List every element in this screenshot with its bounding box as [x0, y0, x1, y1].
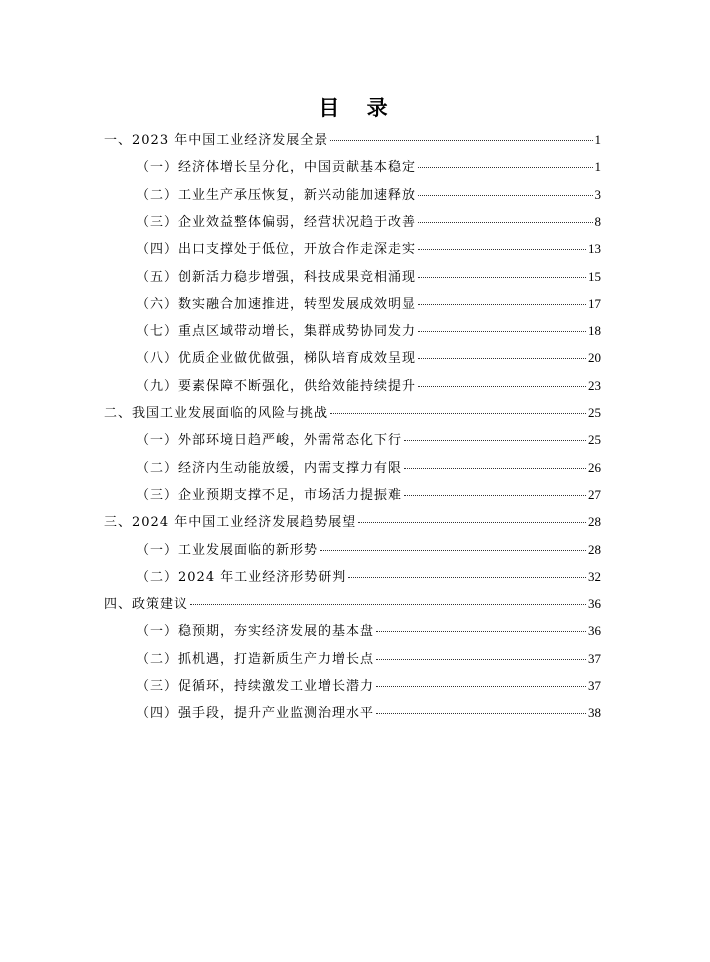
dot-leader: [404, 468, 586, 469]
toc-page-number: 27: [588, 486, 601, 502]
toc-page-number: 28: [588, 514, 601, 530]
dot-leader: [418, 277, 586, 278]
toc-page-number: 26: [588, 459, 601, 475]
toc-section-entry[interactable]: [104, 129, 601, 149]
toc-entry-text: （二）抓机遇，打造新质生产力增长点: [136, 651, 375, 667]
dot-leader: [418, 167, 592, 168]
toc-page-number: 38: [588, 705, 601, 721]
toc-subsection-entry[interactable]: [136, 266, 601, 286]
toc-page-number: 25: [588, 432, 601, 448]
toc-entry-text: （一）稳预期，夯实经济发展的基本盘: [136, 624, 375, 640]
toc-page-number: 37: [588, 678, 601, 693]
toc-entry-text: （五）创新活力稳步增强，科技成果竞相涌现: [136, 269, 417, 285]
dot-leader: [418, 195, 592, 196]
toc-entry-text: （三）企业效益整体偏弱，经营状况趋于改善: [136, 214, 417, 230]
toc-entry-text: （六）数实融合加速推进，转型发展成效明显: [136, 296, 417, 312]
toc-subsection-entry[interactable]: [136, 211, 601, 231]
toc-page-number: 25: [588, 405, 601, 420]
dot-leader: [376, 659, 586, 660]
dot-leader: [320, 550, 586, 551]
toc-subsection-entry[interactable]: [136, 566, 601, 586]
toc-entry-text: （一）外部环境日趋严峻，外需常态化下行: [136, 433, 403, 449]
toc-page-number: 18: [588, 323, 601, 339]
toc-subsection-entry[interactable]: [136, 429, 601, 449]
toc-page-number: 23: [588, 377, 601, 393]
toc-page-number: 1: [594, 132, 601, 147]
toc-subsection-entry[interactable]: [136, 457, 601, 477]
toc-entry-text: （三）企业预期支撑不足，市场活力提振难: [136, 487, 403, 503]
toc-subsection-entry[interactable]: [136, 320, 601, 340]
toc-entry-text: （四）强手段，提升产业监测治理水平: [136, 706, 375, 722]
dot-leader: [418, 249, 586, 250]
toc-page-number: 20: [588, 350, 601, 366]
dot-leader: [418, 358, 586, 359]
toc-subsection-entry[interactable]: [136, 702, 601, 722]
toc-subsection-entry[interactable]: [136, 675, 601, 695]
toc-page-number: 15: [588, 268, 601, 284]
toc-page-number: 8: [594, 213, 601, 229]
toc-entry-text: （七）重点区域带动增长，集群成势协同发力: [136, 324, 417, 340]
toc-entry-text: （二）经济内生动能放缓，内需支撑力有限: [136, 460, 403, 476]
toc-subsection-entry[interactable]: [136, 648, 601, 668]
toc-subsection-entry[interactable]: [136, 184, 601, 204]
toc-entry-text: （四）出口支撑处于低位，开放合作走深走实: [136, 242, 417, 258]
toc-subsection-entry[interactable]: [136, 347, 601, 367]
toc-subsection-entry[interactable]: [136, 375, 601, 395]
dot-leader: [190, 604, 586, 605]
dot-leader: [376, 713, 586, 714]
toc-section-entry[interactable]: [104, 402, 601, 422]
toc-entry-text: 四、政策建议: [104, 597, 189, 613]
dot-leader: [418, 386, 586, 387]
dot-leader: [404, 495, 586, 496]
dot-leader: [404, 440, 586, 441]
toc-entry-text: （三）促循环，持续激发工业增长潜力: [136, 679, 375, 694]
dot-leader: [330, 140, 592, 141]
toc-page-number: 13: [588, 241, 601, 257]
toc-subsection-entry[interactable]: [136, 620, 601, 640]
toc-entry-text: 二、我国工业发展面临的风险与挑战: [104, 406, 329, 421]
toc-entry-text: （二）2024 年工业经济形势研判: [136, 569, 347, 585]
toc-subsection-entry[interactable]: [136, 484, 601, 504]
toc-entry-text: （八）优质企业做优做强，梯队培育成效呈现: [136, 351, 417, 367]
toc-section-entry[interactable]: [104, 511, 601, 531]
toc-page-number: 36: [588, 596, 601, 612]
toc-entry-text: （二）工业生产承压恢复，新兴动能加速释放: [136, 187, 417, 203]
toc-page-number: 1: [594, 159, 601, 175]
toc-entry-text: （九）要素保障不断强化，供给效能持续提升: [136, 378, 417, 394]
dot-leader: [358, 522, 586, 523]
toc-subsection-entry[interactable]: [136, 539, 601, 559]
dot-leader: [376, 631, 586, 632]
dot-leader: [418, 304, 586, 305]
dot-leader: [348, 577, 586, 578]
toc-page-number: 3: [594, 186, 601, 202]
toc-entry-text: （一）工业发展面临的新形势: [136, 542, 319, 558]
toc-entry-text: 一、2023 年中国工业经济发展全景: [104, 133, 329, 148]
toc-section-entry[interactable]: [104, 593, 601, 613]
toc-subsection-entry[interactable]: [136, 293, 601, 313]
toc-entry-text: （一）经济体增长呈分化，中国贡献基本稳定: [136, 160, 417, 176]
toc-entry-text: 三、2024 年中国工业经济发展趋势展望: [104, 515, 357, 531]
toc-page-number: 37: [588, 650, 601, 666]
toc-page-number: 17: [588, 295, 601, 311]
toc-subsection-entry[interactable]: [136, 238, 601, 258]
dot-leader: [376, 686, 586, 687]
dot-leader: [418, 222, 592, 223]
toc-page-number: 32: [588, 568, 601, 584]
dot-leader: [418, 331, 586, 332]
dot-leader: [330, 413, 586, 414]
toc-title: 目 录: [318, 96, 398, 120]
toc-page-number: 28: [588, 541, 601, 557]
toc-page-number: 36: [588, 623, 601, 639]
toc-subsection-entry[interactable]: [136, 156, 601, 176]
